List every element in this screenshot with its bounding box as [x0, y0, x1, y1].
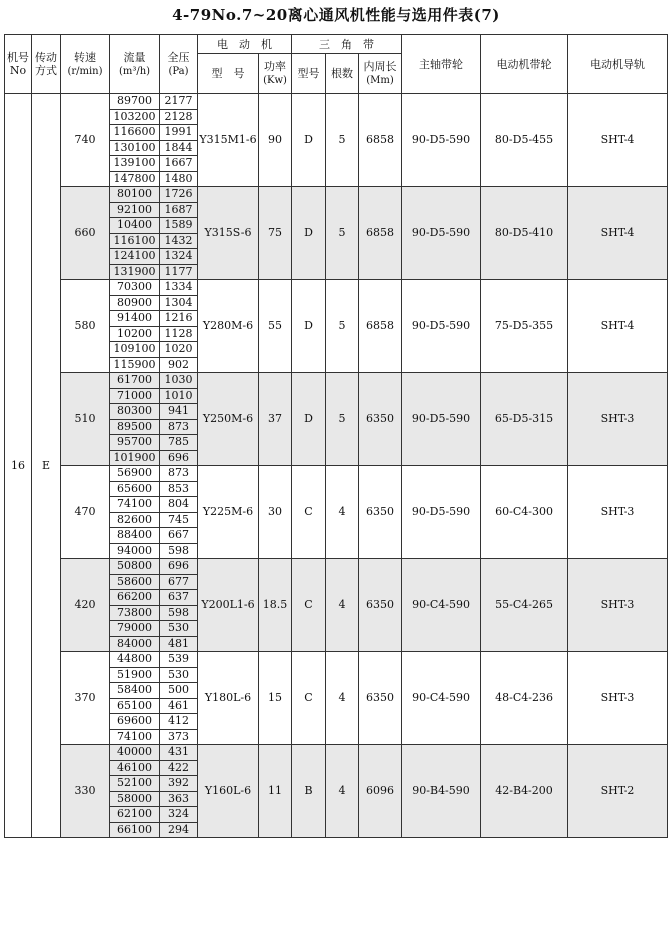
pressure-cell: 412	[160, 714, 198, 730]
flow-cell: 124100	[110, 249, 160, 265]
pressure-cell: 1432	[160, 233, 198, 249]
belt-length-cell: 6096	[359, 745, 402, 838]
table-row	[5, 280, 668, 296]
pressure-cell: 941	[160, 404, 198, 420]
pressure-cell: 696	[160, 450, 198, 466]
header-drive: 传动 方式	[32, 35, 61, 94]
pressure-cell: 422	[160, 760, 198, 776]
motor-pulley-cell: 80-D5-410	[481, 187, 568, 280]
motor-power-cell: 30	[259, 466, 292, 559]
belt-length-cell: 6350	[359, 559, 402, 652]
pressure-cell: 853	[160, 481, 198, 497]
flow-cell: 79000	[110, 621, 160, 637]
pressure-cell: 530	[160, 667, 198, 683]
pressure-cell: 677	[160, 574, 198, 590]
header-flow: 流量 (m³/h)	[110, 35, 160, 94]
header-motor-power: 功率 (Kw)	[259, 54, 292, 94]
motor-pulley-cell: 80-D5-455	[481, 94, 568, 187]
table-body	[5, 94, 668, 838]
table-row	[5, 373, 668, 389]
belt-length-cell: 6350	[359, 373, 402, 466]
belt-type-cell: D	[292, 94, 326, 187]
pressure-cell: 1589	[160, 218, 198, 234]
motor-power-cell: 90	[259, 94, 292, 187]
flow-cell: 80100	[110, 187, 160, 203]
table-row	[5, 745, 668, 761]
main-pulley-cell: 90-C4-590	[402, 652, 481, 745]
pressure-cell: 1667	[160, 156, 198, 172]
header-belt-type: 型号	[292, 54, 326, 94]
pressure-cell: 2177	[160, 94, 198, 110]
flow-cell: 50800	[110, 559, 160, 575]
flow-cell: 115900	[110, 357, 160, 373]
pressure-cell: 598	[160, 543, 198, 559]
motor-rail-cell: SHT-4	[568, 280, 668, 373]
main-pulley-cell: 90-D5-590	[402, 187, 481, 280]
main-pulley-cell: 90-D5-590	[402, 94, 481, 187]
pressure-cell: 902	[160, 357, 198, 373]
flow-cell: 109100	[110, 342, 160, 358]
motor-power-cell: 55	[259, 280, 292, 373]
speed-cell: 580	[61, 280, 110, 373]
flow-cell: 52100	[110, 776, 160, 792]
motor-rail-cell: SHT-3	[568, 466, 668, 559]
header-pressure: 全压 (Pa)	[160, 35, 198, 94]
pressure-cell: 373	[160, 729, 198, 745]
flow-cell: 89700	[110, 94, 160, 110]
pressure-cell: 1991	[160, 125, 198, 141]
flow-cell: 88400	[110, 528, 160, 544]
header-belt: 三 角 带	[292, 35, 402, 54]
header-main-pulley: 主轴带轮	[402, 35, 481, 94]
flow-cell: 46100	[110, 760, 160, 776]
pressure-cell: 1020	[160, 342, 198, 358]
header-speed: 转速 (r/min)	[61, 35, 110, 94]
speed-cell: 470	[61, 466, 110, 559]
header-fan-no: 机号 No	[5, 35, 32, 94]
belt-count-cell: 4	[326, 466, 359, 559]
pressure-cell: 1216	[160, 311, 198, 327]
motor-model-cell: Y160L-6	[198, 745, 259, 838]
flow-cell: 94000	[110, 543, 160, 559]
flow-cell: 116100	[110, 233, 160, 249]
motor-rail-cell: SHT-2	[568, 745, 668, 838]
pressure-cell: 804	[160, 497, 198, 513]
motor-pulley-cell: 42-B4-200	[481, 745, 568, 838]
flow-cell: 56900	[110, 466, 160, 482]
belt-type-cell: D	[292, 373, 326, 466]
speed-cell: 420	[61, 559, 110, 652]
speed-cell: 740	[61, 94, 110, 187]
pressure-cell: 1304	[160, 295, 198, 311]
header-belt-count: 根数	[326, 54, 359, 94]
flow-cell: 89500	[110, 419, 160, 435]
motor-rail-cell: SHT-3	[568, 559, 668, 652]
flow-cell: 66100	[110, 822, 160, 838]
motor-model-cell: Y180L-6	[198, 652, 259, 745]
pressure-cell: 392	[160, 776, 198, 792]
pressure-cell: 785	[160, 435, 198, 451]
flow-cell: 103200	[110, 109, 160, 125]
pressure-cell: 873	[160, 419, 198, 435]
pressure-cell: 363	[160, 791, 198, 807]
header-motor-model: 型 号	[198, 54, 259, 94]
flow-cell: 62100	[110, 807, 160, 823]
pressure-cell: 1177	[160, 264, 198, 280]
flow-cell: 51900	[110, 667, 160, 683]
belt-count-cell: 5	[326, 94, 359, 187]
flow-cell: 66200	[110, 590, 160, 606]
flow-cell: 80900	[110, 295, 160, 311]
table-row	[5, 187, 668, 203]
header-motor-rail: 电动机导轨	[568, 35, 668, 94]
flow-cell: 65100	[110, 698, 160, 714]
belt-count-cell: 5	[326, 373, 359, 466]
belt-length-cell: 6858	[359, 94, 402, 187]
motor-pulley-cell: 75-D5-355	[481, 280, 568, 373]
pressure-cell: 696	[160, 559, 198, 575]
flow-cell: 131900	[110, 264, 160, 280]
motor-power-cell: 37	[259, 373, 292, 466]
belt-length-cell: 6858	[359, 280, 402, 373]
table-row	[5, 94, 668, 110]
flow-cell: 101900	[110, 450, 160, 466]
belt-count-cell: 5	[326, 280, 359, 373]
motor-model-cell: Y225M-6	[198, 466, 259, 559]
flow-cell: 58000	[110, 791, 160, 807]
pressure-cell: 530	[160, 621, 198, 637]
motor-rail-cell: SHT-3	[568, 373, 668, 466]
main-pulley-cell: 90-D5-590	[402, 280, 481, 373]
header-motor: 电 动 机	[198, 35, 292, 54]
pressure-cell: 1334	[160, 280, 198, 296]
flow-cell: 61700	[110, 373, 160, 389]
belt-type-cell: C	[292, 466, 326, 559]
flow-cell: 130100	[110, 140, 160, 156]
belt-type-cell: B	[292, 745, 326, 838]
header-motor-pulley: 电动机带轮	[481, 35, 568, 94]
flow-cell: 65600	[110, 481, 160, 497]
motor-model-cell: Y200L1-6	[198, 559, 259, 652]
pressure-cell: 598	[160, 605, 198, 621]
pressure-cell: 431	[160, 745, 198, 761]
flow-cell: 80300	[110, 404, 160, 420]
motor-pulley-cell: 55-C4-265	[481, 559, 568, 652]
pressure-cell: 500	[160, 683, 198, 699]
motor-pulley-cell: 65-D5-315	[481, 373, 568, 466]
flow-cell: 116600	[110, 125, 160, 141]
belt-type-cell: D	[292, 280, 326, 373]
header-belt-length: 内周长 (Mm)	[359, 54, 402, 94]
motor-model-cell: Y315S-6	[198, 187, 259, 280]
drive-cell: E	[32, 94, 61, 838]
pressure-cell: 539	[160, 652, 198, 668]
belt-type-cell: C	[292, 652, 326, 745]
motor-model-cell: Y315M1-6	[198, 94, 259, 187]
flow-cell: 70300	[110, 280, 160, 296]
belt-length-cell: 6858	[359, 187, 402, 280]
flow-cell: 10200	[110, 326, 160, 342]
main-pulley-cell: 90-B4-590	[402, 745, 481, 838]
flow-cell: 139100	[110, 156, 160, 172]
pressure-cell: 1324	[160, 249, 198, 265]
pressure-cell: 461	[160, 698, 198, 714]
table-row	[5, 652, 668, 668]
motor-pulley-cell: 48-C4-236	[481, 652, 568, 745]
pressure-cell: 1480	[160, 171, 198, 187]
pressure-cell: 1128	[160, 326, 198, 342]
belt-count-cell: 4	[326, 559, 359, 652]
flow-cell: 44800	[110, 652, 160, 668]
pressure-cell: 745	[160, 512, 198, 528]
motor-rail-cell: SHT-4	[568, 187, 668, 280]
belt-count-cell: 4	[326, 745, 359, 838]
belt-length-cell: 6350	[359, 466, 402, 559]
pressure-cell: 324	[160, 807, 198, 823]
motor-power-cell: 15	[259, 652, 292, 745]
fan-selection-table	[4, 34, 668, 838]
flow-cell: 69600	[110, 714, 160, 730]
pressure-cell: 1687	[160, 202, 198, 218]
flow-cell: 82600	[110, 512, 160, 528]
flow-cell: 74100	[110, 729, 160, 745]
flow-cell: 58600	[110, 574, 160, 590]
pressure-cell: 873	[160, 466, 198, 482]
flow-cell: 84000	[110, 636, 160, 652]
fan-no-cell: 16	[5, 94, 32, 838]
main-pulley-cell: 90-C4-590	[402, 559, 481, 652]
motor-rail-cell: SHT-4	[568, 94, 668, 187]
pressure-cell: 1726	[160, 187, 198, 203]
flow-cell: 91400	[110, 311, 160, 327]
flow-cell: 71000	[110, 388, 160, 404]
pressure-cell: 1844	[160, 140, 198, 156]
motor-model-cell: Y250M-6	[198, 373, 259, 466]
pressure-cell: 1030	[160, 373, 198, 389]
belt-count-cell: 5	[326, 187, 359, 280]
flow-cell: 73800	[110, 605, 160, 621]
table-row	[5, 466, 668, 482]
motor-power-cell: 75	[259, 187, 292, 280]
pressure-cell: 637	[160, 590, 198, 606]
motor-model-cell: Y280M-6	[198, 280, 259, 373]
pressure-cell: 1010	[160, 388, 198, 404]
belt-length-cell: 6350	[359, 652, 402, 745]
speed-cell: 510	[61, 373, 110, 466]
flow-cell: 74100	[110, 497, 160, 513]
motor-pulley-cell: 60-C4-300	[481, 466, 568, 559]
pressure-cell: 2128	[160, 109, 198, 125]
pressure-cell: 667	[160, 528, 198, 544]
belt-type-cell: C	[292, 559, 326, 652]
flow-cell: 58400	[110, 683, 160, 699]
flow-cell: 10400	[110, 218, 160, 234]
main-pulley-cell: 90-D5-590	[402, 373, 481, 466]
motor-power-cell: 18.5	[259, 559, 292, 652]
main-pulley-cell: 90-D5-590	[402, 466, 481, 559]
pressure-cell: 294	[160, 822, 198, 838]
flow-cell: 40000	[110, 745, 160, 761]
speed-cell: 370	[61, 652, 110, 745]
speed-cell: 660	[61, 187, 110, 280]
table-row	[5, 559, 668, 575]
belt-type-cell: D	[292, 187, 326, 280]
speed-cell: 330	[61, 745, 110, 838]
pressure-cell: 481	[160, 636, 198, 652]
belt-count-cell: 4	[326, 652, 359, 745]
motor-rail-cell: SHT-3	[568, 652, 668, 745]
flow-cell: 95700	[110, 435, 160, 451]
flow-cell: 147800	[110, 171, 160, 187]
motor-power-cell: 11	[259, 745, 292, 838]
page-title: 4-79No.7~20离心通风机性能与选用件表(7)	[172, 6, 500, 24]
flow-cell: 92100	[110, 202, 160, 218]
